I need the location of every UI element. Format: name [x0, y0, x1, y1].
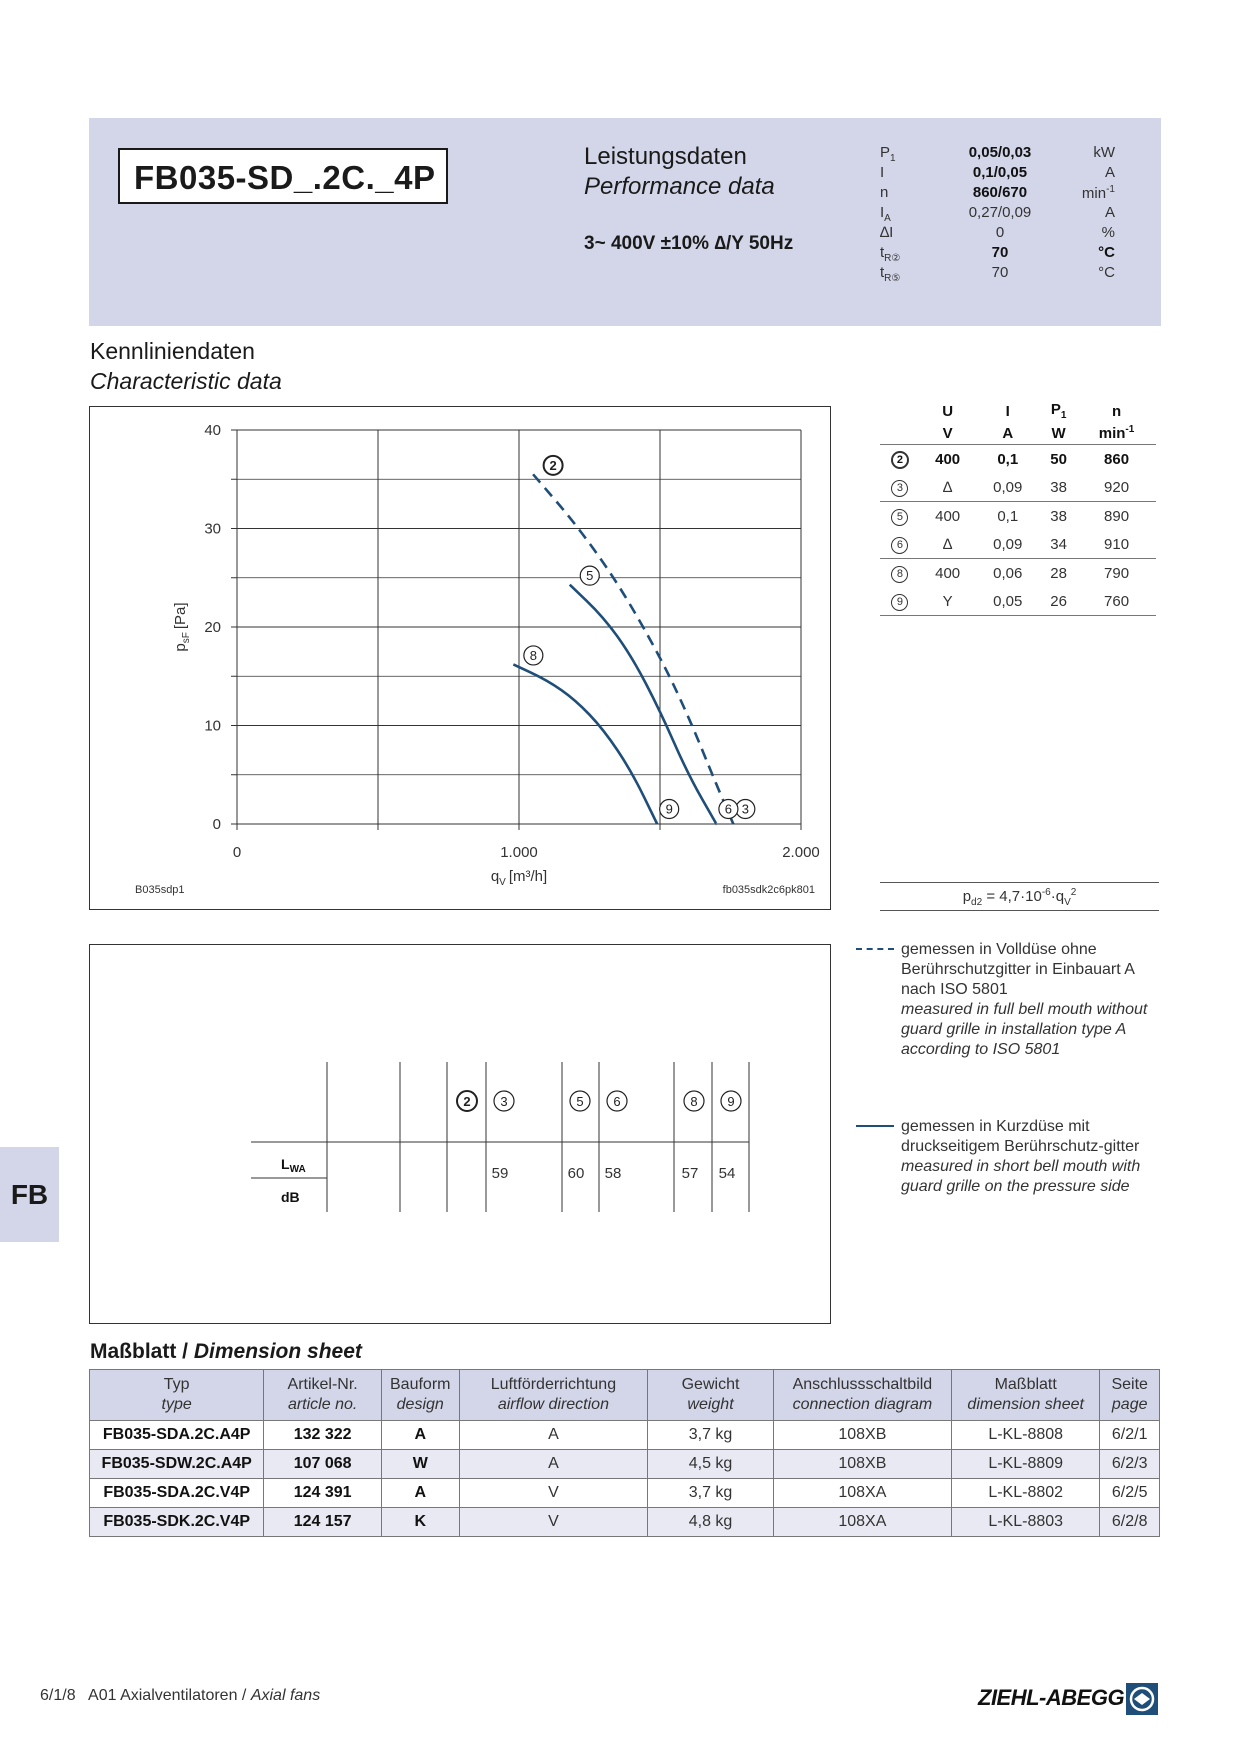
- char-table-cell: Y: [920, 587, 975, 616]
- dimension-cell: 107 068: [264, 1450, 382, 1479]
- footer-sep: /: [237, 1687, 251, 1704]
- spec-symbol-main: n: [880, 184, 889, 201]
- legend-solid-de: gemessen in Kurzdüse mit druckseitigem Berührschutz-gitter: [901, 1118, 1140, 1155]
- x-axis-label-unit: [m³/h]: [508, 868, 548, 885]
- legend-dashed-text: [901, 940, 1161, 1060]
- char-table-head-sub: 1: [1060, 410, 1067, 421]
- dimension-cell: W: [381, 1450, 459, 1479]
- x-tick-label: 2.000: [782, 844, 820, 861]
- spec-unit-4: [1065, 224, 1115, 241]
- dimension-cell: L-KL-8803: [951, 1508, 1099, 1537]
- dimension-col-header-en: weight: [687, 1396, 734, 1413]
- char-table-cell: 760: [1077, 587, 1156, 616]
- marker-label-6: 6: [724, 801, 733, 817]
- side-tab: FB: [0, 1147, 59, 1242]
- char-table-point: [880, 587, 920, 616]
- dimension-cell: FB035-SDA.2C.V4P: [90, 1479, 264, 1508]
- char-table-cell: 0,05: [975, 587, 1040, 616]
- dimension-col-header: [459, 1370, 648, 1421]
- dimension-col-header-de: Typ: [163, 1376, 190, 1393]
- point-marker: 5: [891, 509, 908, 526]
- dimension-cell: 4,5 kg: [648, 1450, 774, 1479]
- dimension-col-header-en: dimension sheet: [967, 1396, 1084, 1413]
- x-axis-label: [491, 868, 547, 888]
- spec-unit-main: A: [1104, 204, 1115, 221]
- spec-symbol-main: t: [880, 264, 885, 281]
- spec-symbol-3: [880, 204, 891, 224]
- spec-value-5: 70: [991, 244, 1009, 261]
- spec-symbol-sub: R⑤: [884, 273, 901, 284]
- spec-symbol-4: [880, 224, 893, 241]
- spec-unit-3: [1065, 204, 1115, 221]
- dimension-row: [90, 1479, 1160, 1508]
- legend-solid-text: [901, 1117, 1161, 1197]
- marker-label-8: 8: [529, 647, 537, 663]
- dimension-cell: 6/2/1: [1100, 1421, 1160, 1450]
- formula-q: ·q: [1050, 888, 1065, 905]
- y-tick-label: 10: [204, 717, 221, 735]
- dimension-cell: 6/2/5: [1100, 1479, 1160, 1508]
- dimension-col-header-de: Seite: [1111, 1376, 1148, 1393]
- spec-unit-6: [1065, 264, 1115, 281]
- dimension-col-header: [773, 1370, 951, 1421]
- char-table-cell: 38: [1050, 507, 1067, 525]
- brand-logo-text: ZIEHL-ABEGG: [978, 1685, 1125, 1710]
- char-table-row: [880, 559, 1156, 588]
- char-table-cell: 860: [1104, 450, 1130, 468]
- spec-unit-main: A: [1104, 164, 1115, 181]
- char-table-unit: [1040, 422, 1077, 445]
- footer: [40, 1687, 320, 1705]
- char-table-unit: [920, 422, 975, 445]
- marker-label-9: 9: [665, 801, 673, 817]
- dimension-cell: 6/2/8: [1100, 1508, 1160, 1537]
- char-table-cell: 26: [1040, 587, 1077, 616]
- dimension-col-header-de: Gewicht: [681, 1376, 740, 1393]
- dimension-cell: 124 391: [264, 1479, 382, 1508]
- char-table-cell: 0,09: [975, 530, 1040, 559]
- legend-dashed-en: measured in full bell mouth without guard grille in installation type A according to ISO 5801: [901, 1001, 1148, 1058]
- spec-unit-0: [1065, 144, 1115, 161]
- char-table-cell: 0,1: [997, 450, 1019, 468]
- spec-symbol-1: [880, 164, 884, 181]
- spec-symbol-0: [880, 144, 896, 164]
- dimension-cell: L-KL-8809: [951, 1450, 1099, 1479]
- sound-value: 60: [567, 1165, 585, 1182]
- performance-chart: [89, 406, 831, 910]
- spec-value-0: 0,05/0,03: [968, 144, 1032, 161]
- char-table-cell: 0,09: [975, 473, 1040, 502]
- char-table-cell: 920: [1077, 473, 1156, 502]
- point-marker: 9: [891, 594, 908, 611]
- spec-symbol-sub: R②: [884, 253, 901, 264]
- series-curve-8: [513, 664, 657, 824]
- dimension-title-en: Dimension sheet: [193, 1340, 362, 1363]
- dimension-col-header-de: Artikel-Nr.: [287, 1376, 358, 1393]
- legend-dashed-line: [856, 948, 894, 950]
- dimension-cell: FB035-SDW.2C.A4P: [90, 1450, 264, 1479]
- series-curve-2: [533, 474, 733, 824]
- spec-symbol-main: I: [880, 164, 885, 181]
- char-table-cell: 910: [1077, 530, 1156, 559]
- char-table-point: [880, 530, 920, 559]
- char-table-point: [880, 445, 920, 474]
- char-table-row: [880, 587, 1156, 616]
- y-axis-label-unit: [Pa]: [172, 602, 189, 630]
- char-table-cell: 28: [1050, 564, 1067, 582]
- dimension-cell: 108XA: [773, 1508, 951, 1537]
- spec-symbol-5: [880, 244, 900, 264]
- dimension-col-header-en: design: [396, 1396, 444, 1413]
- char-table-cell: ∆: [920, 473, 975, 502]
- char-table-head-main: n: [1111, 402, 1122, 420]
- sound-label-main: L: [281, 1156, 290, 1172]
- char-table-unit-sup: -1: [1125, 424, 1135, 435]
- dimension-cell: V: [459, 1508, 648, 1537]
- sound-col-label-9: 9: [727, 1094, 735, 1109]
- spec-symbol-main: t: [880, 244, 885, 261]
- dimension-cell: 132 322: [264, 1421, 382, 1450]
- char-table-row: [880, 530, 1156, 559]
- y-tick-label: 40: [204, 422, 221, 439]
- char-table-head: [1077, 400, 1156, 422]
- formula-q-sup: 2: [1070, 887, 1077, 898]
- formula-p-sub: d2: [971, 897, 983, 908]
- char-table-head: [975, 400, 1040, 422]
- dimension-col-header: [951, 1370, 1099, 1421]
- formula-eq: = 4,7·10: [982, 888, 1042, 905]
- footer-page: 6/1/8: [40, 1687, 76, 1704]
- dimension-cell: 4,8 kg: [648, 1508, 774, 1537]
- legend-dashed-de: gemessen in Volldüse ohne Berührschutzgitter in Einbauart A nach ISO 5801: [901, 941, 1135, 998]
- char-table-corner: [880, 422, 920, 445]
- dimension-cell: A: [381, 1421, 459, 1450]
- performance-title-en: Performance data: [584, 173, 775, 200]
- dimension-cell: FB035-SDA.2C.A4P: [90, 1421, 264, 1450]
- sound-col-label-6: 6: [613, 1094, 621, 1109]
- characteristic-table: [880, 400, 1156, 616]
- section-char-title-en: Characteristic data: [90, 368, 282, 394]
- dimension-cell: K: [381, 1508, 459, 1537]
- dimension-cell: FB035-SDK.2C.V4P: [90, 1508, 264, 1537]
- char-table-cell: 50: [1050, 450, 1067, 468]
- sound-value: 59: [491, 1165, 509, 1182]
- spec-value-2: 860/670: [972, 184, 1028, 201]
- char-table-head: [920, 400, 975, 422]
- sound-label-sub: WA: [289, 1164, 306, 1175]
- dimension-cell: A: [381, 1479, 459, 1508]
- dimension-col-header-de: Bauform: [390, 1376, 451, 1393]
- char-table-row: [880, 473, 1156, 502]
- char-table-cell: 0,1: [997, 507, 1019, 525]
- dimension-col-header-en: article no.: [287, 1396, 358, 1413]
- spec-unit-2: [1065, 184, 1115, 202]
- spec-unit-main: %: [1101, 224, 1115, 241]
- char-table-unit-main: V: [942, 424, 953, 442]
- sound-value: 57: [681, 1165, 699, 1182]
- voltage-rating: 3~ 400V ±10% ∆/Y 50Hz: [584, 233, 794, 254]
- dimension-col-header: [381, 1370, 459, 1421]
- spec-unit-sup: -1: [1106, 184, 1115, 195]
- spec-unit-main: min: [1081, 185, 1107, 202]
- formula-exp: -6: [1041, 887, 1051, 898]
- char-table-corner: [880, 400, 920, 422]
- char-table-cell: ∆: [920, 530, 975, 559]
- char-table-unit: [1077, 422, 1156, 445]
- footer-series-en: Axial fans: [250, 1687, 321, 1704]
- sound-col-label-2: 2: [463, 1094, 471, 1109]
- char-table-head-main: P: [1050, 401, 1061, 418]
- series-curve-5: [570, 585, 717, 824]
- char-table-unit: [975, 422, 1040, 445]
- char-table-unit-main: W: [1051, 424, 1066, 442]
- spec-value-1: 0,1/0,05: [972, 164, 1028, 181]
- marker-label-3: 3: [741, 801, 749, 817]
- spec-value-6: 70: [991, 264, 1009, 281]
- dimension-col-header-de: Anschlussschaltbild: [792, 1376, 933, 1393]
- x-axis-label-sub: V: [499, 877, 506, 888]
- char-table-cell: 0,06: [993, 564, 1023, 582]
- dimension-cell: 3,7 kg: [648, 1479, 774, 1508]
- point-marker: 2: [891, 451, 909, 469]
- point-marker: 3: [891, 480, 908, 497]
- sound-col-label-8: 8: [690, 1094, 698, 1109]
- char-table-unit-main: A: [1002, 424, 1014, 442]
- y-axis-label-sub: sF: [181, 632, 192, 644]
- dimension-col-header: [1100, 1370, 1160, 1421]
- spec-symbol-main: ∆I: [880, 224, 894, 241]
- spec-unit-main: °C: [1098, 264, 1115, 281]
- y-axis-label: [172, 602, 192, 651]
- dimension-cell: 108XB: [773, 1421, 951, 1450]
- sound-col-label-3: 3: [500, 1094, 508, 1109]
- dimension-title: [90, 1340, 362, 1364]
- chart-note-right: fb035sdk2c6pk801: [722, 884, 815, 896]
- dimension-col-header-en: type: [161, 1396, 192, 1413]
- pressure-formula: [880, 887, 1159, 908]
- sound-label: [281, 1156, 306, 1175]
- y-tick-label: 30: [204, 520, 221, 538]
- spec-unit-1: [1065, 164, 1115, 181]
- x-tick-label: 0: [232, 844, 242, 861]
- dimension-col-header: [90, 1370, 264, 1421]
- spec-value-3: 0,27/0,09: [968, 204, 1032, 221]
- dimension-row: [90, 1508, 1160, 1537]
- spec-value-4: 0: [995, 224, 1005, 241]
- y-tick-label: 0: [212, 816, 221, 833]
- dimension-cell: 108XB: [773, 1450, 951, 1479]
- char-table-units: [880, 422, 1156, 445]
- spec-symbol-main: I: [880, 204, 885, 221]
- formula-bottom-rule: [880, 910, 1159, 911]
- point-marker: 6: [891, 537, 908, 554]
- formula-p: p: [962, 888, 972, 905]
- dimension-col-header-en: airflow direction: [497, 1396, 609, 1413]
- char-table-point: [880, 559, 920, 588]
- legend-solid-en: measured in short bell mouth with guard grille on the pressure side: [901, 1158, 1141, 1195]
- char-table-point: [880, 502, 920, 531]
- dimension-col-header-de: Maßblatt: [994, 1376, 1057, 1393]
- dimension-cell: 3,7 kg: [648, 1421, 774, 1450]
- char-table-unit-main: min: [1098, 425, 1126, 442]
- char-table-head-main: U: [942, 402, 954, 420]
- spec-unit-main: °C: [1098, 244, 1115, 261]
- char-table-row: [880, 502, 1156, 531]
- char-table-cell: 400: [935, 564, 961, 582]
- char-table-head-main: I: [1005, 402, 1010, 420]
- dimension-title-sep: /: [176, 1340, 194, 1363]
- sound-unit: dB: [281, 1189, 300, 1205]
- spec-unit-5: [1065, 244, 1115, 261]
- char-table-cell: 34: [1040, 530, 1077, 559]
- char-table-cell: 400: [935, 507, 961, 525]
- x-tick-label: 1.000: [500, 844, 538, 861]
- char-table-header: [880, 400, 1156, 422]
- dimension-cell: A: [459, 1450, 648, 1479]
- dimension-cell: L-KL-8808: [951, 1421, 1099, 1450]
- dimension-row: [90, 1421, 1160, 1450]
- dimension-title-de: Maßblatt: [90, 1340, 177, 1363]
- chart-note-left: B035sdp1: [135, 884, 185, 896]
- spec-symbol-sub: A: [884, 213, 891, 224]
- marker-label-5: 5: [586, 568, 594, 584]
- y-axis-label-main: p: [172, 643, 189, 652]
- char-table-row: [880, 445, 1156, 474]
- ziehl-abegg-logo-icon: [1126, 1683, 1158, 1715]
- x-axis-label-main: q: [490, 868, 500, 885]
- dimension-col-header: [264, 1370, 382, 1421]
- formula-q-sub: V: [1064, 897, 1071, 908]
- char-table-cell: 38: [1040, 473, 1077, 502]
- model-title: FB035-SD_.2C._4P: [118, 148, 448, 204]
- dimension-table: [89, 1369, 1160, 1537]
- y-tick-label: 20: [204, 619, 221, 636]
- sound-value: 58: [604, 1165, 622, 1182]
- spec-unit-main: kW: [1093, 144, 1115, 161]
- dimension-cell: A: [459, 1421, 648, 1450]
- dimension-col-header-en: connection diagram: [792, 1396, 933, 1413]
- footer-series-de: A01 Axialventilatoren: [88, 1687, 238, 1704]
- dimension-cell: L-KL-8802: [951, 1479, 1099, 1508]
- char-table-cell: 400: [935, 450, 961, 468]
- spec-symbol-2: [880, 184, 888, 201]
- formula-top-rule: [880, 882, 1159, 883]
- chart-grid: [231, 430, 801, 830]
- spec-symbol-sub: 1: [890, 153, 896, 164]
- sound-value: 54: [718, 1165, 736, 1182]
- section-char-title-de: Kennliniendaten: [90, 338, 255, 364]
- sound-col-label-5: 5: [576, 1094, 584, 1109]
- spec-symbol-main: P: [880, 144, 891, 161]
- char-table-point: [880, 473, 920, 502]
- sound-table: [89, 944, 831, 1324]
- legend-solid-line: [856, 1125, 894, 1127]
- dimension-col-header-en: page: [1111, 1396, 1148, 1413]
- marker-label-2: 2: [549, 457, 557, 473]
- dimension-col-header-de: Luftförderrichtung: [490, 1376, 617, 1393]
- char-table-cell: 890: [1104, 507, 1130, 525]
- dimension-col-header: [648, 1370, 774, 1421]
- dimension-cell: V: [459, 1479, 648, 1508]
- point-marker: 8: [891, 566, 908, 583]
- dimension-row: [90, 1450, 1160, 1479]
- dimension-cell: 6/2/3: [1100, 1450, 1160, 1479]
- dimension-cell: 108XA: [773, 1479, 951, 1508]
- dimension-cell: 124 157: [264, 1508, 382, 1537]
- char-table-head: [1040, 400, 1077, 422]
- performance-title-de: Leistungsdaten: [584, 143, 747, 170]
- spec-symbol-6: [880, 264, 900, 284]
- char-table-cell: 790: [1104, 564, 1130, 582]
